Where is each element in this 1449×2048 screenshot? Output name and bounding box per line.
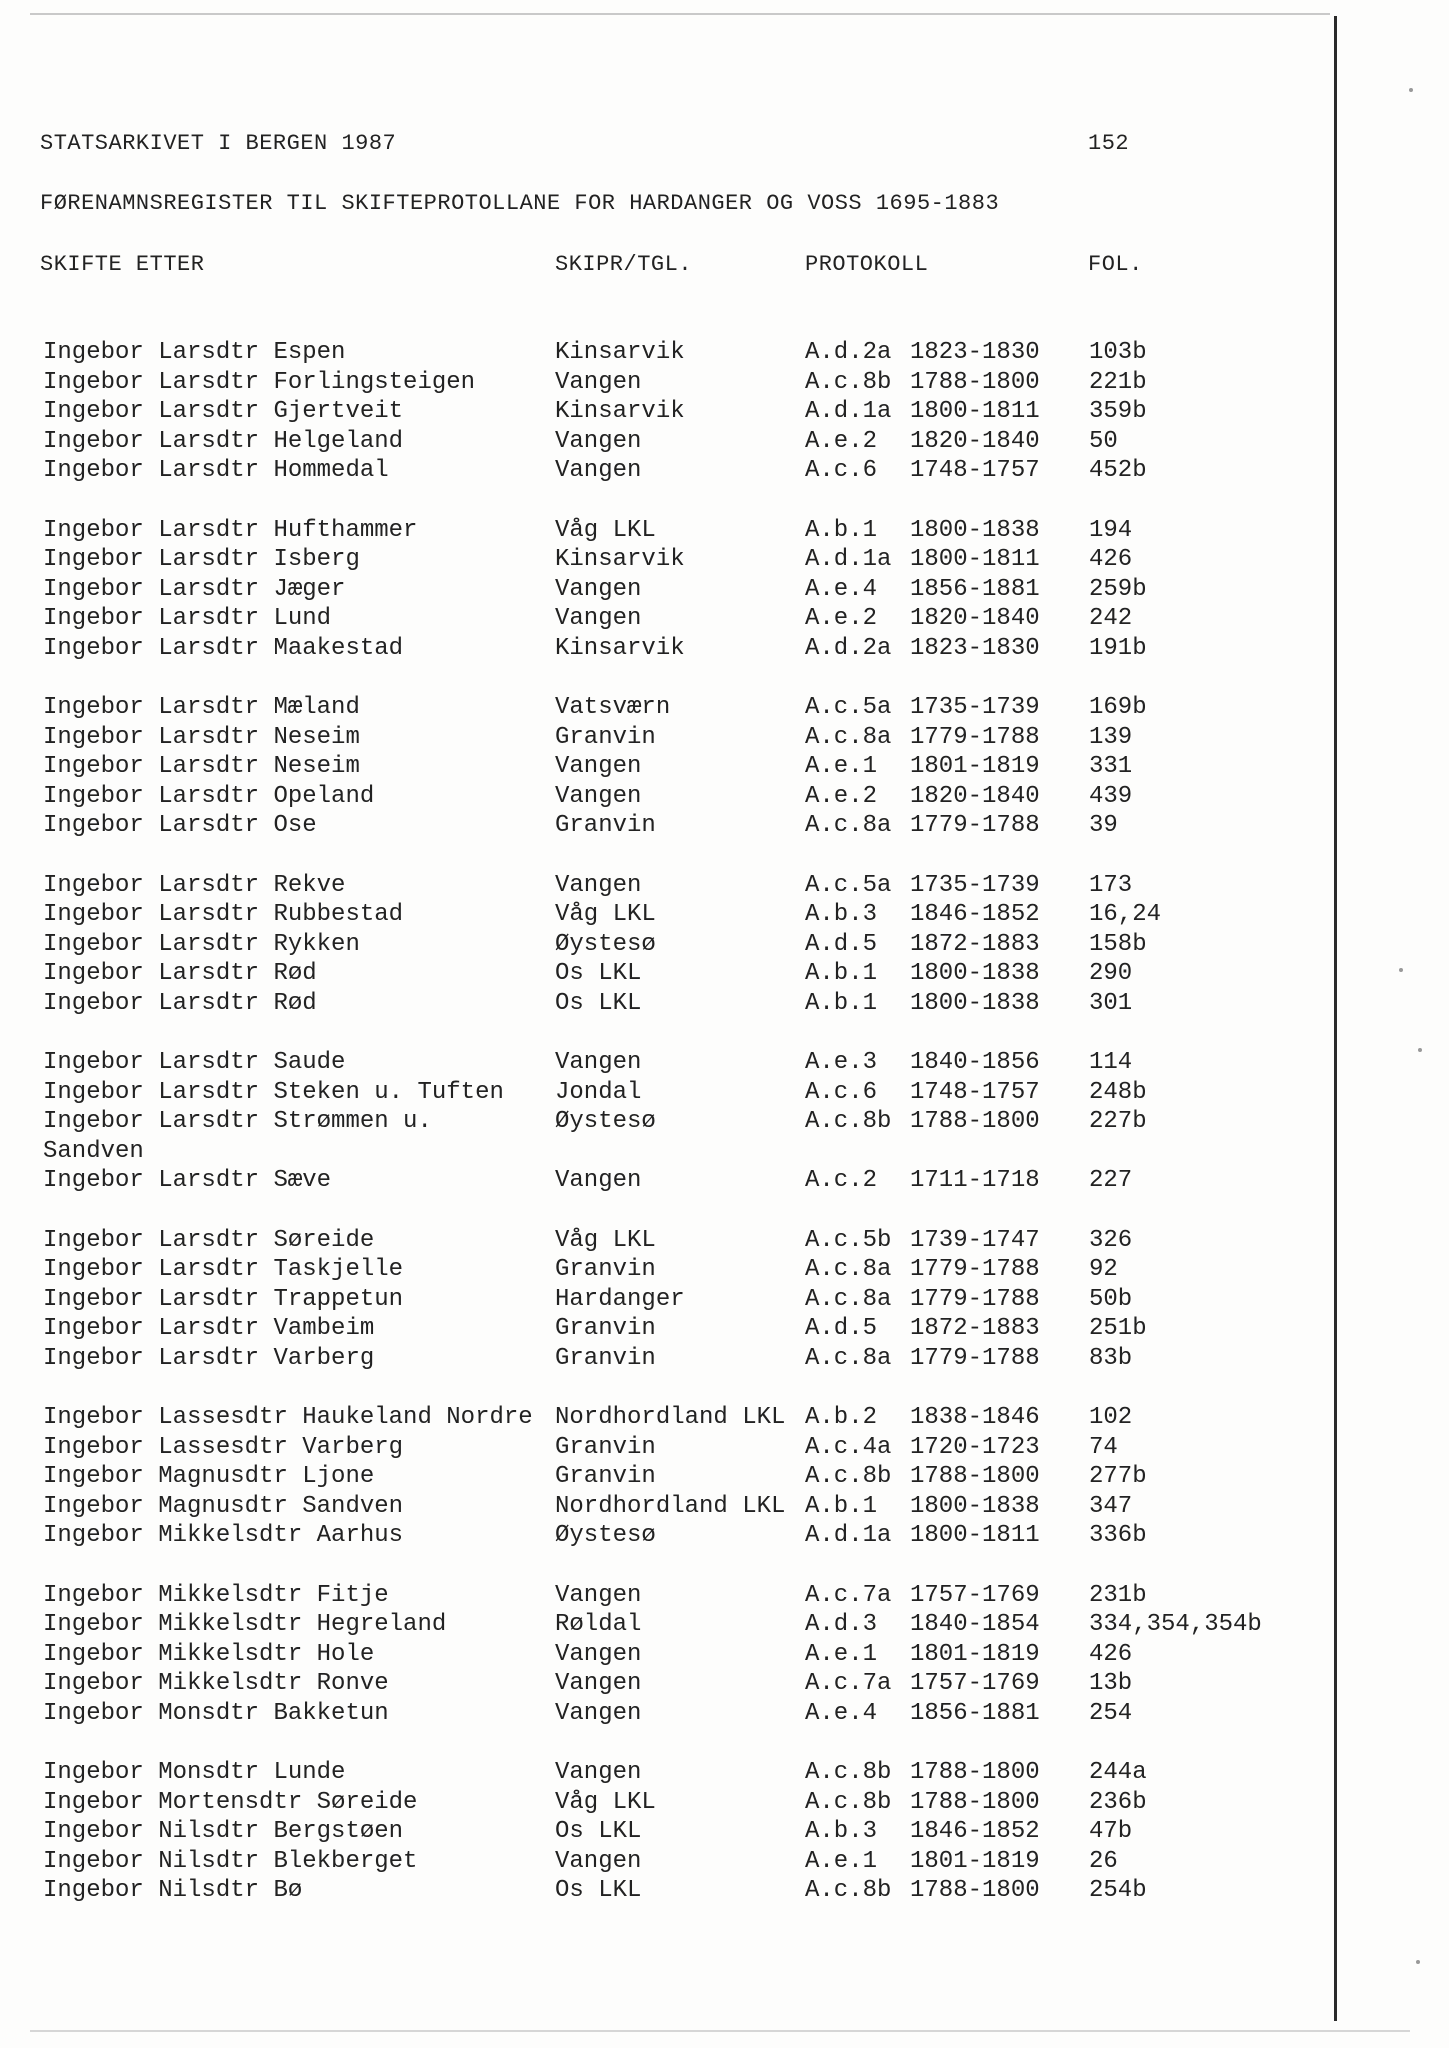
entry-protocol: A.e.4 — [805, 575, 878, 603]
entry-name: Ingebor Larsdtr Opeland — [43, 782, 375, 810]
entry-skipr: Os LKL — [555, 989, 642, 1017]
entry-folio: 39 — [1089, 812, 1118, 839]
entry-protocol: A.e.1 — [805, 1847, 878, 1875]
entry-folio: 74 — [1089, 1433, 1118, 1461]
entry-protocol: A.d.5 — [805, 930, 878, 958]
entry-folio: 50 — [1089, 427, 1118, 455]
entry-name: Ingebor Larsdtr Rød — [43, 989, 317, 1017]
entry-skipr: Nordhordland LKL — [555, 1404, 786, 1431]
entry-protocol: A.c.5b — [805, 1226, 892, 1254]
entry-folio: 227b — [1089, 1108, 1147, 1135]
entry-name: Ingebor Larsdtr Mæland — [43, 694, 360, 721]
entry-name: Ingebor Larsdtr Sæve — [43, 1167, 332, 1194]
entry-row — [0, 930, 1330, 960]
entry-protocol: A.e.2 — [805, 605, 878, 632]
entry-skipr: Vangen — [555, 782, 642, 810]
entry-folio: 331 — [1089, 753, 1133, 780]
entry-folio: 254 — [1089, 1699, 1133, 1727]
entry-row — [0, 1817, 1330, 1847]
entry-skipr: Granvin — [555, 1433, 656, 1461]
entry-years: 1820-1840 — [910, 605, 1040, 632]
entry-row — [0, 900, 1330, 930]
entry-folio: 254b — [1089, 1877, 1147, 1904]
entry-name: Ingebor Magnusdtr Sandven — [43, 1492, 404, 1520]
entry-skipr: Vangen — [555, 753, 642, 780]
entry-row — [0, 1847, 1330, 1877]
entry-years: 1800-1811 — [910, 398, 1040, 425]
entry-row — [0, 397, 1330, 427]
entry-name: Sandven — [43, 1137, 144, 1165]
entry-name: Ingebor Mortensdtr Søreide — [43, 1788, 418, 1816]
entry-name: Ingebor Monsdtr Lunde — [43, 1759, 346, 1786]
entry-folio: 173 — [1089, 871, 1133, 899]
entry-skipr: Vatsværn — [555, 694, 671, 721]
entry-row — [0, 1758, 1330, 1788]
column-header-skipr: SKIPR/TGL. — [555, 252, 693, 277]
entry-skipr: Vangen — [555, 1640, 642, 1668]
entry-skipr: Os LKL — [555, 1818, 642, 1845]
entry-name: Ingebor Larsdtr Rykken — [43, 930, 360, 958]
entry-folio: 334,354,354b — [1089, 1611, 1262, 1638]
entry-protocol: A.c.8b — [805, 1759, 892, 1786]
entry-protocol: A.d.1a — [805, 1522, 892, 1549]
entry-skipr: Os LKL — [555, 960, 642, 987]
entry-row — [0, 1226, 1330, 1256]
entry-years: 1757-1769 — [910, 1670, 1040, 1697]
entry-years: 1788-1800 — [910, 1877, 1040, 1904]
entry-row — [0, 1788, 1330, 1818]
entry-folio: 290 — [1089, 960, 1133, 987]
entry-skipr: Nordhordland LKL — [555, 1492, 786, 1520]
entry-skipr: Granvin — [555, 1344, 656, 1372]
entry-protocol: A.c.6 — [805, 457, 878, 484]
entry-skipr: Vangen — [555, 1847, 642, 1875]
entry-skipr: Kinsarvik — [555, 339, 685, 366]
entry-protocol: A.c.5a — [805, 871, 892, 899]
entry-folio: 301 — [1089, 989, 1133, 1017]
entry-name: Ingebor Larsdtr Trappetun — [43, 1285, 404, 1313]
entry-name: Ingebor Larsdtr Rekve — [43, 871, 346, 899]
entry-folio: 347 — [1089, 1492, 1133, 1520]
entry-skipr: Granvin — [555, 1256, 656, 1283]
entry-protocol: A.d.1a — [805, 546, 892, 573]
page-number: 152 — [1088, 131, 1130, 156]
entry-row — [0, 575, 1330, 605]
entry-name: Ingebor Nilsdtr Bø — [43, 1877, 303, 1904]
entry-protocol: A.b.2 — [805, 1404, 878, 1431]
entry-years: 1720-1723 — [910, 1433, 1040, 1461]
entry-skipr: Våg LKL — [555, 516, 656, 544]
entry-years: 1856-1881 — [910, 1699, 1040, 1727]
entry-protocol: A.b.3 — [805, 901, 878, 928]
entry-row — [0, 693, 1330, 723]
entry-protocol: A.c.8b — [805, 1463, 892, 1490]
entry-name: Ingebor Larsdtr Strømmen u. — [43, 1108, 432, 1135]
entry-row — [0, 1669, 1330, 1699]
entry-skipr: Våg LKL — [555, 901, 656, 928]
entry-row — [0, 456, 1330, 486]
entry-name: Ingebor Larsdtr Neseim — [43, 753, 360, 780]
right-margin-line — [1334, 16, 1337, 2021]
entry-years: 1823-1830 — [910, 339, 1040, 366]
entry-row — [0, 368, 1330, 398]
entry-years: 1801-1819 — [910, 1640, 1040, 1668]
entry-skipr: Vangen — [555, 1699, 642, 1727]
entry-folio: 244a — [1089, 1759, 1147, 1786]
entry-folio: 277b — [1089, 1463, 1147, 1490]
column-header-name: SKIFTE ETTER — [40, 252, 205, 277]
entry-folio: 114 — [1089, 1049, 1133, 1076]
entry-row — [0, 1492, 1330, 1522]
entry-years: 1856-1881 — [910, 575, 1040, 603]
entry-row — [0, 545, 1330, 575]
entry-years: 1840-1856 — [910, 1049, 1040, 1076]
entry-protocol: A.e.1 — [805, 1640, 878, 1668]
entry-folio: 158b — [1089, 930, 1147, 958]
entry-skipr: Vangen — [555, 605, 642, 632]
entry-years: 1711-1718 — [910, 1167, 1040, 1194]
column-header-protokoll: PROTOKOLL — [805, 252, 929, 277]
column-header-fol: FOL. — [1088, 252, 1143, 277]
entry-row — [0, 782, 1330, 812]
entry-row — [0, 1433, 1330, 1463]
entry-skipr: Kinsarvik — [555, 546, 685, 573]
entry-name: Ingebor Larsdtr Forlingsteigen — [43, 368, 476, 396]
entry-group — [0, 693, 1330, 841]
entry-skipr: Vangen — [555, 368, 642, 396]
entry-row — [0, 989, 1330, 1019]
entry-name: Ingebor Larsdtr Hufthammer — [43, 516, 418, 544]
entry-protocol: A.c.5a — [805, 694, 892, 721]
entry-protocol: A.c.8a — [805, 723, 892, 751]
entry-row — [0, 1285, 1330, 1315]
entry-folio: 139 — [1089, 723, 1133, 751]
entry-name: Ingebor Nilsdtr Blekberget — [43, 1847, 418, 1875]
entry-years: 1788-1800 — [910, 368, 1040, 396]
entry-row — [0, 1078, 1330, 1108]
entry-years: 1788-1800 — [910, 1759, 1040, 1786]
entry-skipr: Granvin — [555, 723, 656, 751]
entry-years: 1820-1840 — [910, 427, 1040, 455]
entry-name: Ingebor Larsdtr Vambeim — [43, 1315, 375, 1342]
entry-folio: 102 — [1089, 1404, 1133, 1431]
entry-group — [0, 1403, 1330, 1551]
scan-speck — [1399, 968, 1403, 972]
entry-skipr: Hardanger — [555, 1285, 685, 1313]
entry-row — [0, 1699, 1330, 1729]
entry-folio: 227 — [1089, 1167, 1133, 1194]
entry-name: Ingebor Mikkelsdtr Fitje — [43, 1581, 389, 1609]
entry-protocol: A.b.1 — [805, 960, 878, 987]
entry-row — [0, 427, 1330, 457]
entry-row — [0, 1581, 1330, 1611]
entry-years: 1779-1788 — [910, 812, 1040, 839]
entry-row — [0, 1137, 1330, 1167]
entry-row — [0, 338, 1330, 368]
entry-protocol: A.b.1 — [805, 989, 878, 1017]
entry-group — [0, 1226, 1330, 1374]
entry-name: Ingebor Larsdtr Varberg — [43, 1344, 375, 1372]
entry-name: Ingebor Mikkelsdtr Ronve — [43, 1670, 389, 1697]
entry-protocol: A.d.2a — [805, 339, 892, 366]
entry-row — [0, 1640, 1330, 1670]
bottom-edge-line — [30, 2030, 1410, 2032]
entry-name: Ingebor Larsdtr Ose — [43, 812, 317, 839]
entry-name: Ingebor Lassesdtr Haukeland Nordre — [43, 1404, 533, 1431]
entry-row — [0, 1255, 1330, 1285]
entry-folio: 426 — [1089, 546, 1133, 573]
entry-protocol: A.e.2 — [805, 427, 878, 455]
entry-row — [0, 1610, 1330, 1640]
entry-protocol: A.c.7a — [805, 1581, 892, 1609]
entry-protocol: A.c.4a — [805, 1433, 892, 1461]
entry-years: 1823-1830 — [910, 634, 1040, 662]
entry-row — [0, 1344, 1330, 1374]
top-edge-line — [30, 13, 1330, 15]
entry-row — [0, 1048, 1330, 1078]
entry-years: 1779-1788 — [910, 1344, 1040, 1372]
entry-protocol: A.c.8a — [805, 1344, 892, 1372]
entry-row — [0, 516, 1330, 546]
entry-years: 1801-1819 — [910, 753, 1040, 780]
entry-skipr: Kinsarvik — [555, 398, 685, 425]
entry-name: Ingebor Larsdtr Isberg — [43, 546, 360, 573]
entry-years: 1872-1883 — [910, 930, 1040, 958]
entry-years: 1739-1747 — [910, 1226, 1040, 1254]
entry-protocol: A.d.3 — [805, 1611, 878, 1638]
entry-years: 1800-1838 — [910, 960, 1040, 987]
entry-years: 1800-1838 — [910, 516, 1040, 544]
entry-row — [0, 1166, 1330, 1196]
entry-row — [0, 811, 1330, 841]
entry-skipr: Vangen — [555, 1670, 642, 1697]
entry-folio: 13b — [1089, 1670, 1133, 1697]
entry-protocol: A.c.8a — [805, 1285, 892, 1313]
entry-group — [0, 1758, 1330, 1906]
entry-folio: 221b — [1089, 368, 1147, 396]
entry-row — [0, 723, 1330, 753]
entry-folio: 50b — [1089, 1285, 1133, 1313]
entry-years: 1800-1838 — [910, 989, 1040, 1017]
entry-protocol: A.c.2 — [805, 1167, 878, 1194]
entry-skipr: Våg LKL — [555, 1226, 656, 1254]
entry-skipr: Våg LKL — [555, 1788, 656, 1816]
entry-protocol: A.c.8a — [805, 812, 892, 839]
entry-folio: 16,24 — [1089, 901, 1162, 928]
entry-years: 1779-1788 — [910, 1256, 1040, 1283]
entry-protocol: A.c.8b — [805, 1108, 892, 1135]
entry-skipr: Vangen — [555, 1759, 642, 1786]
entry-name: Ingebor Larsdtr Jæger — [43, 575, 346, 603]
entry-years: 1735-1739 — [910, 871, 1040, 899]
entry-folio: 26 — [1089, 1847, 1118, 1875]
entry-name: Ingebor Larsdtr Søreide — [43, 1226, 375, 1254]
entry-years: 1788-1800 — [910, 1463, 1040, 1490]
entry-skipr: Jondal — [555, 1078, 642, 1106]
entry-row — [0, 959, 1330, 989]
entry-folio: 242 — [1089, 605, 1133, 632]
entry-name: Ingebor Larsdtr Gjertveit — [43, 398, 404, 425]
entry-protocol: A.c.8b — [805, 1877, 892, 1904]
entry-row — [0, 1314, 1330, 1344]
register-entries — [0, 338, 1330, 1936]
entry-folio: 259b — [1089, 575, 1147, 603]
entry-skipr: Granvin — [555, 812, 656, 839]
entry-skipr: Øystesø — [555, 930, 656, 958]
entry-row — [0, 1403, 1330, 1433]
entry-row — [0, 1462, 1330, 1492]
entry-name: Ingebor Larsdtr Taskjelle — [43, 1256, 404, 1283]
entry-group — [0, 871, 1330, 1019]
entry-skipr: Vangen — [555, 871, 642, 899]
entry-years: 1779-1788 — [910, 723, 1040, 751]
entry-protocol: A.e.4 — [805, 1699, 878, 1727]
entry-years: 1748-1757 — [910, 1078, 1040, 1106]
entry-skipr: Vangen — [555, 1167, 642, 1194]
entry-name: Ingebor Larsdtr Steken u. Tuften — [43, 1078, 504, 1106]
entry-folio: 92 — [1089, 1256, 1118, 1283]
entry-group — [0, 1048, 1330, 1196]
entry-group — [0, 1581, 1330, 1729]
scan-speck — [1416, 1960, 1420, 1964]
entry-folio: 359b — [1089, 398, 1147, 425]
entry-name: Ingebor Larsdtr Lund — [43, 605, 332, 632]
register-title: FØRENAMNSREGISTER TIL SKIFTEPROTOLLANE FOR HARDANGER OG VOSS 1695-1883 — [40, 191, 1000, 216]
entry-folio: 326 — [1089, 1226, 1133, 1254]
entry-protocol: A.d.5 — [805, 1315, 878, 1342]
entry-protocol: A.c.8b — [805, 368, 892, 396]
entry-protocol: A.b.1 — [805, 516, 878, 544]
entry-skipr: Vangen — [555, 1581, 642, 1609]
entry-group — [0, 516, 1330, 664]
entry-skipr: Øystesø — [555, 1108, 656, 1135]
entry-protocol: A.b.1 — [805, 1492, 878, 1520]
entry-years: 1800-1811 — [910, 546, 1040, 573]
entry-folio: 194 — [1089, 516, 1133, 544]
entry-years: 1846-1852 — [910, 901, 1040, 928]
entry-folio: 103b — [1089, 339, 1147, 366]
entry-name: Ingebor Larsdtr Neseim — [43, 723, 360, 751]
entry-skipr: Øystesø — [555, 1522, 656, 1549]
entry-row — [0, 752, 1330, 782]
entry-protocol: A.e.3 — [805, 1049, 878, 1076]
entry-row — [0, 604, 1330, 634]
entry-row — [0, 1107, 1330, 1137]
entry-folio: 231b — [1089, 1581, 1147, 1609]
entry-name: Ingebor Nilsdtr Bergstøen — [43, 1818, 404, 1845]
entry-skipr: Granvin — [555, 1463, 656, 1490]
entry-years: 1788-1800 — [910, 1108, 1040, 1135]
entry-years: 1800-1838 — [910, 1492, 1040, 1520]
scan-speck — [1409, 88, 1413, 92]
entry-name: Ingebor Larsdtr Saude — [43, 1049, 346, 1076]
entry-folio: 83b — [1089, 1344, 1133, 1372]
entry-row — [0, 871, 1330, 901]
entry-name: Ingebor Lassesdtr Varberg — [43, 1433, 404, 1461]
entry-protocol: A.d.2a — [805, 634, 892, 662]
entry-years: 1872-1883 — [910, 1315, 1040, 1342]
entry-folio: 251b — [1089, 1315, 1147, 1342]
entry-name: Ingebor Monsdtr Bakketun — [43, 1699, 389, 1727]
entry-protocol: A.d.1a — [805, 398, 892, 425]
entry-years: 1820-1840 — [910, 782, 1040, 810]
entry-row — [0, 634, 1330, 664]
entry-name: Ingebor Larsdtr Rød — [43, 960, 317, 987]
entry-years: 1735-1739 — [910, 694, 1040, 721]
archive-heading: STATSARKIVET I BERGEN 1987 — [40, 131, 397, 156]
entry-folio: 248b — [1089, 1078, 1147, 1106]
entry-protocol: A.c.8b — [805, 1788, 892, 1816]
entry-protocol: A.c.8a — [805, 1256, 892, 1283]
entry-folio: 47b — [1089, 1818, 1133, 1845]
entry-name: Ingebor Larsdtr Maakestad — [43, 634, 404, 662]
entry-protocol: A.e.2 — [805, 782, 878, 810]
entry-name: Ingebor Mikkelsdtr Aarhus — [43, 1522, 404, 1549]
entry-skipr: Vangen — [555, 427, 642, 455]
entry-row — [0, 1876, 1330, 1906]
entry-name: Ingebor Larsdtr Hommedal — [43, 457, 389, 484]
entry-name: Ingebor Mikkelsdtr Hole — [43, 1640, 375, 1668]
entry-years: 1788-1800 — [910, 1788, 1040, 1816]
entry-years: 1840-1854 — [910, 1611, 1040, 1638]
entry-skipr: Vangen — [555, 575, 642, 603]
entry-years: 1757-1769 — [910, 1581, 1040, 1609]
entry-skipr: Os LKL — [555, 1877, 642, 1904]
entry-years: 1801-1819 — [910, 1847, 1040, 1875]
entry-years: 1748-1757 — [910, 457, 1040, 484]
entry-protocol: A.b.3 — [805, 1818, 878, 1845]
entry-folio: 426 — [1089, 1640, 1133, 1668]
entry-folio: 191b — [1089, 634, 1147, 662]
entry-skipr: Vangen — [555, 457, 642, 484]
entry-folio: 452b — [1089, 457, 1147, 484]
entry-years: 1838-1846 — [910, 1404, 1040, 1431]
entry-group — [0, 338, 1330, 486]
entry-skipr: Kinsarvik — [555, 634, 685, 662]
entry-skipr: Røldal — [555, 1611, 642, 1638]
entry-name: Ingebor Larsdtr Espen — [43, 339, 346, 366]
entry-name: Ingebor Mikkelsdtr Hegreland — [43, 1611, 447, 1638]
entry-folio: 336b — [1089, 1522, 1147, 1549]
entry-protocol: A.c.6 — [805, 1078, 878, 1106]
entry-folio: 236b — [1089, 1788, 1147, 1816]
entry-years: 1846-1852 — [910, 1818, 1040, 1845]
entry-protocol: A.c.7a — [805, 1670, 892, 1697]
entry-folio: 169b — [1089, 694, 1147, 721]
entry-years: 1800-1811 — [910, 1522, 1040, 1549]
scan-speck — [1418, 1048, 1422, 1052]
entry-name: Ingebor Magnusdtr Ljone — [43, 1463, 375, 1490]
entry-name: Ingebor Larsdtr Rubbestad — [43, 901, 404, 928]
entry-years: 1779-1788 — [910, 1285, 1040, 1313]
entry-folio: 439 — [1089, 782, 1133, 810]
entry-protocol: A.e.1 — [805, 753, 878, 780]
entry-row — [0, 1521, 1330, 1551]
entry-skipr: Vangen — [555, 1049, 642, 1076]
entry-name: Ingebor Larsdtr Helgeland — [43, 427, 404, 455]
entry-skipr: Granvin — [555, 1315, 656, 1342]
